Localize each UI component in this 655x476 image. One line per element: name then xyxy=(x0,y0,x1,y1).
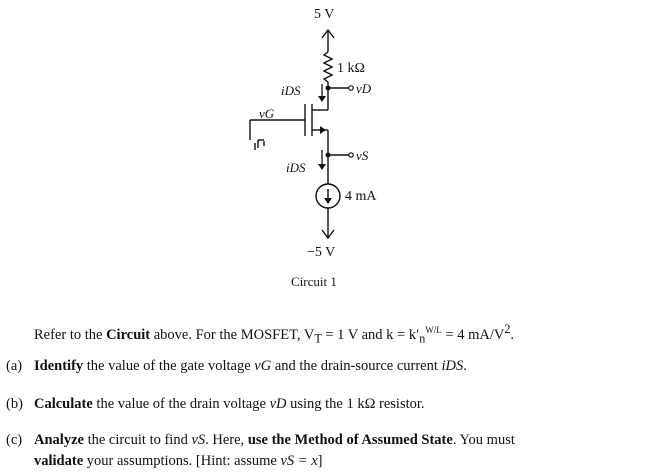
problem-intro: Refer to the Circuit above. For the MOSFET, $V_T = 1$ V and $k = k'_n^{W/L} = 4$ $mA/V^2$. xyxy=(34,322,515,346)
circuit-ref: Circuit xyxy=(106,326,151,343)
current-source-label: 4 mA xyxy=(345,189,377,204)
vd-label: vD xyxy=(356,81,372,96)
resistor-1k xyxy=(324,52,332,82)
resistor-label: 1 kΩ xyxy=(337,61,365,76)
question-c: (c) Analyze the circuit to find vS. Here, use the Method of Assumed State. You must xyxy=(6,432,515,448)
ids-label-top: iDS xyxy=(281,83,301,98)
question-c-label: (c) xyxy=(6,432,23,448)
circuit-caption: Circuit 1 xyxy=(291,274,337,289)
supply-top-label: 5 V xyxy=(314,7,335,22)
question-b-label: (b) xyxy=(6,396,23,412)
source-arrow xyxy=(320,126,326,134)
vs-label: vS xyxy=(356,148,369,163)
current-source-arrow xyxy=(324,198,332,204)
question-a: (a) Identify the value of the gate voltage vG and the drain-source current iDS. xyxy=(6,358,467,374)
ids-label-bottom: iDS xyxy=(286,160,306,175)
supply-bottom-label: −5 V xyxy=(307,245,336,260)
question-a-label: (a) xyxy=(6,358,23,374)
question-c-continued: validate your assumptions. [Hint: assume vS = x] xyxy=(34,453,323,469)
vg-label: vG xyxy=(259,106,275,121)
question-b: (b) Calculate the value of the drain voltage vD using the 1 kΩ resistor. xyxy=(6,396,425,412)
